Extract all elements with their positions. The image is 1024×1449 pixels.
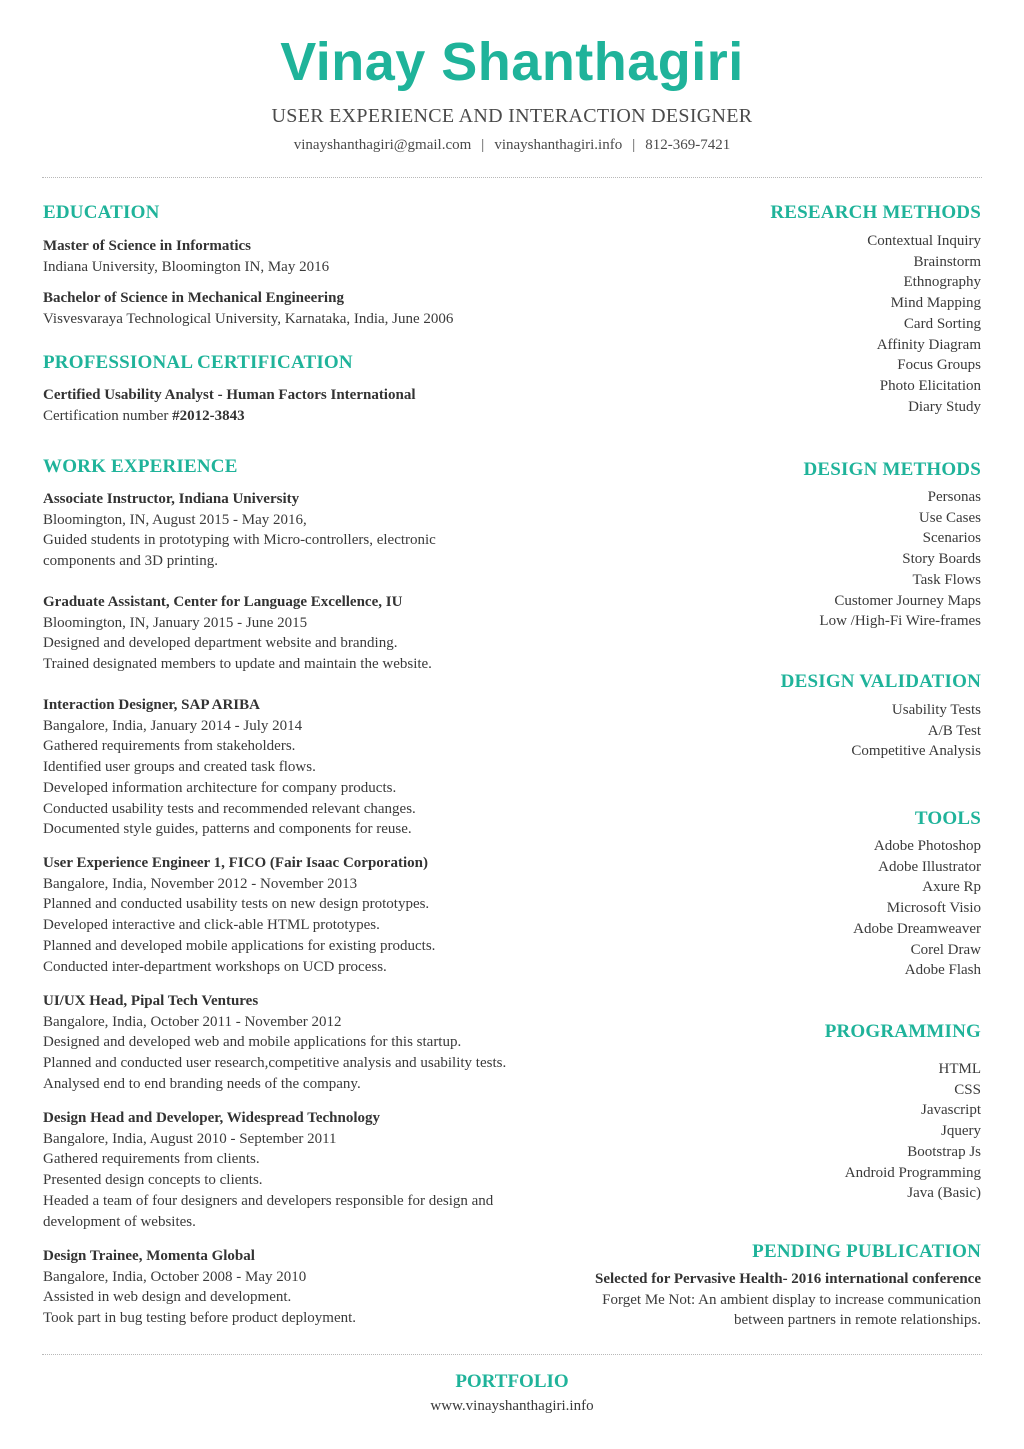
list-item: Contextual Inquiry	[867, 233, 981, 249]
programming-list	[511, 1059, 981, 1204]
list-item: Usability Tests	[891, 702, 981, 718]
list-item: Adobe Illustrator	[878, 858, 981, 875]
contact-separator: |	[632, 137, 636, 153]
list-item: Competitive Analysis	[851, 743, 981, 760]
job-line: Assisted in web design and development.	[43, 1289, 292, 1306]
list-item: Use Cases	[918, 509, 981, 526]
list-item: Axure Rp	[922, 879, 981, 896]
job-line: Analysed end to end branding needs of the company.	[43, 1075, 361, 1092]
list-item: Bootstrap Js	[907, 1143, 981, 1160]
list-item: Adobe Flash	[904, 962, 981, 979]
certification-heading: PROFESSIONAL CERTIFICATION	[43, 352, 353, 373]
job-line: Bangalore, India, August 2010 - September 2011	[43, 1130, 337, 1147]
certification-number-label: Certification number	[43, 407, 173, 424]
list-item: Android Programming	[844, 1164, 981, 1181]
education-heading: EDUCATION	[43, 202, 160, 223]
certification-number: #2012-3843	[172, 407, 245, 424]
job-line: Bloomington, IN, January 2015 - June 2015	[43, 614, 308, 631]
contact-line	[0, 135, 1024, 155]
list-item: Low /High-Fi Wire-frames	[819, 613, 981, 630]
degree-detail: Indiana University, Bloomington IN, May 2016	[43, 258, 330, 275]
job-title: USER EXPERIENCE AND INTERACTION DESIGNER	[271, 105, 753, 127]
list-item: CSS	[954, 1081, 981, 1098]
job-title: Graduate Assistant, Center for Language Excellence, IU	[43, 594, 403, 610]
job-line: Developed interactive and click-able HTML prototypes.	[43, 917, 380, 934]
job-line: Gathered requirements from stakeholders.	[43, 738, 296, 755]
job-line: Documented style guides, patterns and components for reuse.	[43, 821, 412, 838]
job-line: Designed and developed web and mobile applications for this startup.	[43, 1034, 462, 1051]
job-line: Bangalore, India, November 2012 - November 2013	[43, 875, 358, 892]
work-experience-heading: WORK EXPERIENCE	[43, 456, 238, 477]
job-line: Planned and developed mobile applications for existing products.	[43, 937, 436, 954]
programming-heading: PROGRAMMING	[824, 1021, 981, 1042]
list-item: Adobe Dreamweaver	[853, 920, 981, 937]
publication-line: Forget Me Not: An ambient display to increase communication	[602, 1291, 981, 1308]
list-item: Customer Journey Maps	[834, 592, 981, 609]
list-item: Story Boards	[902, 551, 981, 568]
footer-divider	[42, 1354, 982, 1355]
header-divider	[42, 177, 982, 178]
publication-title: Selected for Pervasive Health- 2016 international conference	[594, 1271, 981, 1287]
list-item: Scenarios	[922, 530, 981, 547]
tools-heading: TOOLS	[914, 808, 981, 829]
job-line: Presented design concepts to clients.	[43, 1172, 263, 1189]
portfolio-link[interactable]: www.vinayshanthagiri.info	[430, 1398, 594, 1414]
job-line: development of websites.	[43, 1213, 196, 1230]
job-line: Conducted inter-department workshops on UCD process.	[43, 958, 387, 975]
job-line: Designed and developed department website and branding.	[43, 635, 398, 652]
design-validation-heading: DESIGN VALIDATION	[780, 671, 981, 692]
list-item: Jquery	[941, 1123, 981, 1140]
research-methods-heading: RESEARCH METHODS	[770, 202, 981, 223]
list-item: Java (Basic)	[907, 1185, 981, 1202]
list-item: Adobe Photoshop	[873, 838, 981, 854]
degree-title: Master of Science in Informatics	[43, 238, 252, 254]
list-item: Microsoft Visio	[886, 900, 981, 917]
degree-title: Bachelor of Science in Mechanical Engineering	[43, 290, 344, 306]
research-methods-list	[511, 231, 981, 417]
job-title: Design Head and Developer, Widespread Technology	[43, 1110, 381, 1126]
job-title: Interaction Designer, SAP ARIBA	[43, 697, 260, 713]
list-item: Task Flows	[912, 571, 981, 588]
job-line: Identified user groups and created task flows.	[43, 759, 316, 776]
job-line: components and 3D printing.	[43, 553, 218, 570]
list-item: Card Sorting	[903, 315, 981, 332]
job-line: Developed information architecture for company products.	[43, 779, 397, 796]
publication-entry	[511, 1269, 981, 1331]
job-line: Planned and conducted usability tests on new design prototypes.	[43, 896, 430, 913]
contact-separator: |	[481, 137, 485, 153]
list-item: Diary Study	[908, 398, 981, 415]
job-title: Design Trainee, Momenta Global	[43, 1248, 255, 1264]
job-line: Bangalore, India, January 2014 - July 2014	[43, 717, 303, 734]
phone-number: 812-369-7421	[645, 137, 731, 153]
list-item: HTML	[938, 1061, 981, 1077]
job-line: Trained designated members to update and maintain the website.	[43, 656, 432, 673]
job-line: Conducted usability tests and recommended relevant changes.	[43, 800, 416, 817]
list-item: Brainstorm	[913, 253, 981, 270]
list-item: Corel Draw	[910, 941, 981, 958]
list-item: Affinity Diagram	[876, 336, 981, 353]
job-title: Associate Instructor, Indiana University	[43, 491, 300, 507]
list-item: Ethnography	[903, 274, 981, 291]
design-methods-heading: DESIGN METHODS	[803, 459, 981, 480]
portfolio-heading: PORTFOLIO	[455, 1371, 569, 1392]
publication-line: between partners in remote relationships.	[733, 1312, 981, 1329]
job-line: Bangalore, India, October 2008 - May 2010	[43, 1268, 307, 1285]
list-item: A/B Test	[927, 722, 981, 739]
job-line: Guided students in prototyping with Micro-controllers, electronic	[43, 532, 436, 549]
job-line: Gathered requirements from clients.	[43, 1151, 260, 1168]
job-line: Planned and conducted user research,competitive analysis and usability tests.	[43, 1055, 507, 1072]
list-item: Photo Elicitation	[879, 377, 981, 394]
tools-list	[511, 836, 981, 981]
design-validation-list	[511, 700, 981, 762]
email-link[interactable]: vinayshanthagiri@gmail.com	[293, 137, 472, 153]
job-line: Took part in bug testing before product deployment.	[43, 1310, 357, 1327]
job-line: Bloomington, IN, August 2015 - May 2016,	[43, 511, 307, 528]
resume-name: Vinay Shanthagiri	[280, 32, 744, 92]
website-link[interactable]: vinayshanthagiri.info	[494, 137, 623, 153]
list-item: Personas	[927, 489, 981, 505]
degree-detail: Visvesvaraya Technological University, Karnataka, India, June 2006	[43, 310, 454, 327]
list-item: Mind Mapping	[890, 295, 981, 312]
job-line: Bangalore, India, October 2011 - November 2012	[43, 1013, 342, 1030]
design-methods-list	[511, 487, 981, 632]
job-title: User Experience Engineer 1, FICO (Fair Isaac Corporation)	[43, 855, 428, 871]
publication-heading: PENDING PUBLICATION	[752, 1241, 981, 1262]
job-line: Headed a team of four designers and developers responsible for design and	[43, 1192, 494, 1209]
list-item: Focus Groups	[897, 357, 981, 374]
job-title: UI/UX Head, Pipal Tech Ventures	[43, 993, 259, 1009]
list-item: Javascript	[921, 1102, 981, 1119]
certification-title: Certified Usability Analyst - Human Factors International	[43, 387, 416, 403]
